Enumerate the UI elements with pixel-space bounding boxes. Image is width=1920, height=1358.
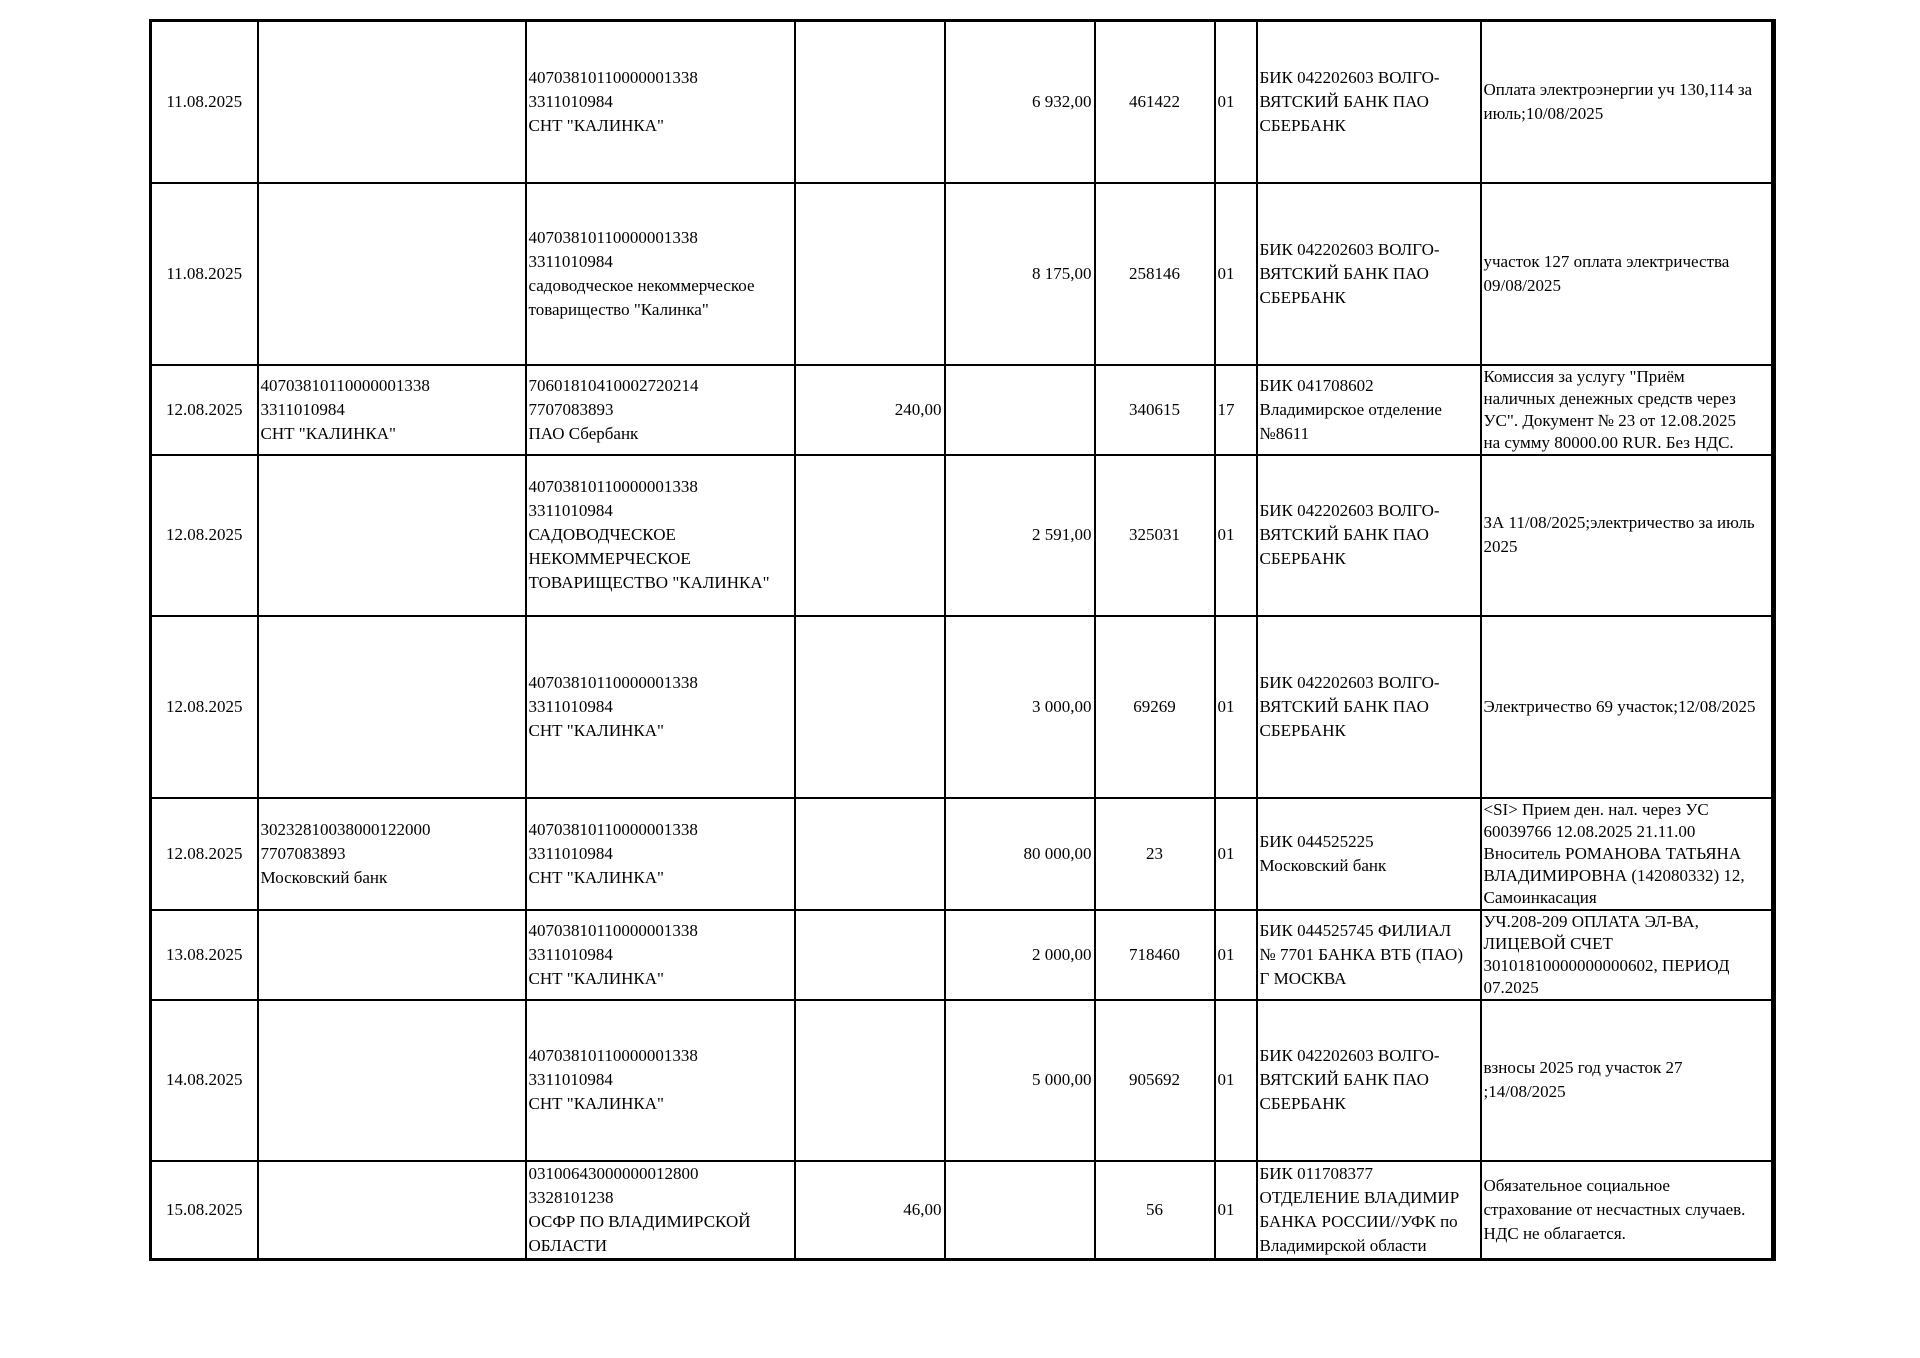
credit-account-cell-line: ОСФР ПО ВЛАДИМИРСКОЙ [528,1211,751,1231]
credit-account-cell-line: ТОВАРИЩЕСТВО "КАЛИНКА" [528,573,770,592]
credit-account-cell-line: 70601810410002720214 [528,375,699,395]
debit-amount-cell [795,1000,945,1161]
bank-cell-line: Владимирской области [1259,1235,1427,1255]
credit-amount-cell: 6 932,00 [945,21,1095,183]
credit-account-cell-line: 40703810110000001338 [528,227,698,247]
credit-account-cell-line: 7707083893 [528,399,614,419]
table-row [151,798,1774,910]
bank-cell [1257,1161,1481,1260]
payment-purpose-cell-line: 2025 [1483,537,1518,556]
payment-purpose-cell [1481,21,1774,183]
credit-account-cell [526,910,795,1000]
document-number-cell: 718460 [1095,910,1215,1000]
date-cell: 11.08.2025 [151,21,258,183]
credit-amount-cell: 80 000,00 [945,798,1095,910]
bank-cell-line: № 7701 БАНКА ВТБ (ПАО) [1259,944,1463,964]
bank-cell-line: Московский банк [1259,855,1387,875]
payment-purpose-cell-line: 60039766 12.08.2025 21.11.00 [1483,821,1696,841]
payment-purpose-cell-line: 09/08/2025 [1483,275,1561,295]
operation-code-cell: 01 [1215,1161,1257,1260]
credit-account-cell-line: 40703810110000001338 [528,477,698,496]
credit-account-cell-line: НЕКОММЕРЧЕСКОЕ [528,549,691,568]
date-cell: 12.08.2025 [151,365,258,455]
debit-account-cell-line: СНТ "КАЛИНКА" [260,423,396,443]
debit-account-cell [258,21,526,183]
table-row [151,1000,1774,1161]
bank-cell-line: СБЕРБАНК [1259,549,1346,568]
debit-amount-cell: 46,00 [795,1161,945,1260]
payment-purpose-cell-line: 30101810000000000602, ПЕРИОД [1483,955,1730,975]
credit-account-cell-line: 3311010984 [528,944,613,964]
bank-cell-line: БИК 041708602 [1259,375,1374,395]
credit-amount-cell: 2 000,00 [945,910,1095,1000]
bank-cell-line: ВЯТСКИЙ БАНК ПАО [1259,91,1429,111]
operation-code-cell: 01 [1215,183,1257,365]
debit-account-cell [258,183,526,365]
debit-account-cell [258,1161,526,1260]
debit-amount-cell [795,183,945,365]
credit-account-cell-line: 40703810110000001338 [528,1046,698,1065]
document-number-cell: 340615 [1095,365,1215,455]
document-number-cell: 69269 [1095,616,1215,798]
credit-account-cell [526,21,795,183]
credit-account-cell-line: 40703810110000001338 [528,819,698,839]
bank-cell [1257,910,1481,1000]
credit-account-cell-line: 40703810110000001338 [528,67,698,87]
credit-amount-cell [945,1161,1095,1260]
payment-purpose-cell [1481,798,1774,910]
bank-cell-line: СБЕРБАНК [1259,1094,1346,1113]
debit-account-cell-line: 30232810038000122000 [260,819,431,839]
payment-purpose-cell-line: ВЛАДИМИРОВНА (142080332) 12, [1483,865,1745,885]
bank-cell-line: БАНКА РОССИИ//УФК по [1259,1211,1458,1231]
bank-cell [1257,21,1481,183]
bank-cell-line: БИК 042202603 ВОЛГО- [1259,1046,1440,1065]
payment-purpose-cell-line: ЗА 11/08/2025;электричество за июль [1483,513,1755,532]
payment-purpose-cell-line: Обязательное социальное [1483,1175,1670,1195]
bank-cell-line: ВЯТСКИЙ БАНК ПАО [1259,1070,1429,1089]
debit-account-cell [258,798,526,910]
credit-account-cell-line: СНТ "КАЛИНКА" [528,720,664,740]
credit-amount-cell [945,365,1095,455]
debit-account-cell [258,616,526,798]
bank-statement-table [149,19,1776,1261]
operation-code-cell: 01 [1215,455,1257,616]
credit-account-cell-line: ОБЛАСТИ [528,1235,608,1255]
credit-account-cell-line: СНТ "КАЛИНКА" [528,867,664,887]
operation-code-cell: 01 [1215,910,1257,1000]
credit-account-cell [526,616,795,798]
bank-cell-line: БИК 044525745 ФИЛИАЛ [1259,920,1452,940]
document-number-cell: 56 [1095,1161,1215,1260]
bank-cell-line: БИК 011708377 [1259,1163,1373,1183]
credit-amount-cell: 3 000,00 [945,616,1095,798]
table-row [151,1161,1774,1260]
payment-purpose-cell [1481,365,1774,455]
date-cell: 11.08.2025 [151,183,258,365]
credit-account-cell-line: СНТ "КАЛИНКА" [528,968,664,988]
bank-cell-line: ВЯТСКИЙ БАНК ПАО [1259,263,1429,283]
document-number-cell: 258146 [1095,183,1215,365]
payment-purpose-cell-line: 07.2025 [1483,977,1539,997]
bank-cell-line: Г МОСКВА [1259,968,1347,988]
debit-account-cell-line: 7707083893 [260,843,346,863]
payment-purpose-cell-line: Электричество 69 участок;12/08/2025 [1483,696,1756,716]
credit-amount-cell: 8 175,00 [945,183,1095,365]
bank-cell-line: СБЕРБАНК [1259,115,1346,135]
debit-account-cell-line: 3311010984 [260,399,345,419]
payment-purpose-cell [1481,910,1774,1000]
bank-cell-line: СБЕРБАНК [1259,720,1346,740]
bank-cell-line: ВЯТСКИЙ БАНК ПАО [1259,696,1429,716]
bank-cell-line: БИК 044525225 [1259,831,1374,851]
table-row [151,21,1774,183]
operation-code-cell: 01 [1215,616,1257,798]
date-cell: 13.08.2025 [151,910,258,1000]
credit-account-cell-line: 3311010984 [528,1070,613,1089]
date-cell: 15.08.2025 [151,1161,258,1260]
date-cell: 12.08.2025 [151,798,258,910]
payment-purpose-cell-line: наличных денежных средств через [1483,388,1736,408]
credit-account-cell-line: 3328101238 [528,1187,614,1207]
bank-cell [1257,1000,1481,1161]
table-row [151,183,1774,365]
credit-account-cell-line: 3311010984 [528,696,613,716]
document-number-cell: 461422 [1095,21,1215,183]
payment-purpose-cell-line: <SI> Прием ден. нал. через УС [1483,799,1709,819]
bank-cell [1257,616,1481,798]
payment-purpose-cell-line: Оплата электроэнергии уч 130,114 за [1483,79,1753,99]
payment-purpose-cell [1481,183,1774,365]
credit-account-cell [526,455,795,616]
payment-purpose-cell-line: на сумму 80000.00 RUR. Без НДС. [1483,432,1734,452]
document-number-cell: 905692 [1095,1000,1215,1161]
bank-cell-line: №8611 [1259,423,1310,443]
credit-account-cell-line: товарищество "Калинка" [528,299,709,319]
credit-account-cell-line: СНТ "КАЛИНКА" [528,1094,664,1113]
bank-cell-line: БИК 042202603 ВОЛГО- [1259,239,1440,259]
payment-purpose-cell-line: УС". Документ № 23 от 12.08.2025 [1483,410,1736,430]
credit-account-cell [526,183,795,365]
credit-amount-cell: 2 591,00 [945,455,1095,616]
payment-purpose-cell-line: участок 127 оплата электричества [1483,251,1730,271]
credit-account-cell-line: 40703810110000001338 [528,672,698,692]
credit-account-cell-line: 3311010984 [528,91,613,111]
bank-cell-line: Владимирское отделение [1259,399,1442,419]
debit-amount-cell [795,455,945,616]
credit-account-cell-line: 3311010984 [528,843,613,863]
bank-cell-line: БИК 042202603 ВОЛГО- [1259,672,1440,692]
debit-amount-cell: 240,00 [795,365,945,455]
debit-amount-cell [795,616,945,798]
payment-purpose-cell-line: ;14/08/2025 [1483,1082,1566,1101]
payment-purpose-cell-line: УЧ.208-209 ОПЛАТА ЭЛ-ВА, [1483,911,1699,931]
operation-code-cell: 17 [1215,365,1257,455]
table-row [151,910,1774,1000]
bank-cell [1257,365,1481,455]
operation-code-cell: 01 [1215,1000,1257,1161]
bank-cell [1257,183,1481,365]
bank-cell [1257,798,1481,910]
debit-account-cell-line: Московский банк [260,867,388,887]
payment-purpose-cell-line: Самоинкасация [1483,887,1597,907]
debit-account-cell [258,1000,526,1161]
payment-purpose-cell-line: страхование от несчастных случаев. [1483,1199,1746,1219]
table-row [151,455,1774,616]
table-row [151,616,1774,798]
credit-account-cell-line: САДОВОДЧЕСКОЕ [528,525,676,544]
credit-account-cell-line: садоводческое некоммерческое [528,275,755,295]
payment-purpose-cell [1481,616,1774,798]
credit-account-cell-line: 3311010984 [528,501,613,520]
bank-cell-line: ОТДЕЛЕНИЕ ВЛАДИМИР [1259,1187,1460,1207]
date-cell: 14.08.2025 [151,1000,258,1161]
payment-purpose-cell [1481,455,1774,616]
debit-amount-cell [795,21,945,183]
operation-code-cell: 01 [1215,21,1257,183]
table-row [151,365,1774,455]
operation-code-cell: 01 [1215,798,1257,910]
credit-account-cell-line: 40703810110000001338 [528,920,698,940]
debit-account-cell [258,365,526,455]
credit-account-cell [526,798,795,910]
credit-account-cell-line: 03100643000000012800 [528,1163,699,1183]
bank-cell-line: ВЯТСКИЙ БАНК ПАО [1259,525,1429,544]
debit-account-cell [258,910,526,1000]
date-cell: 12.08.2025 [151,455,258,616]
debit-amount-cell [795,910,945,1000]
payment-purpose-cell-line: Вноситель РОМАНОВА ТАТЬЯНА [1483,843,1742,863]
debit-amount-cell [795,798,945,910]
payment-purpose-cell-line: НДС не облагается. [1483,1223,1626,1243]
bank-cell [1257,455,1481,616]
payment-purpose-cell-line: июль;10/08/2025 [1483,103,1604,123]
document-number-cell: 325031 [1095,455,1215,616]
payment-purpose-cell-line: Комиссия за услугу "Приём [1483,366,1685,386]
credit-account-cell-line: 3311010984 [528,251,613,271]
credit-account-cell [526,1000,795,1161]
credit-account-cell-line: СНТ "КАЛИНКА" [528,115,664,135]
payment-purpose-cell-line: взносы 2025 год участок 27 [1483,1058,1683,1077]
credit-amount-cell: 5 000,00 [945,1000,1095,1161]
payment-purpose-cell [1481,1161,1774,1260]
credit-account-cell [526,365,795,455]
payment-purpose-cell-line: ЛИЦЕВОЙ СЧЕТ [1483,933,1613,953]
bank-cell-line: СБЕРБАНК [1259,287,1346,307]
bank-cell-line: БИК 042202603 ВОЛГО- [1259,67,1440,87]
document-number-cell: 23 [1095,798,1215,910]
payment-purpose-cell [1481,1000,1774,1161]
bank-cell-line: БИК 042202603 ВОЛГО- [1259,501,1440,520]
credit-account-cell [526,1161,795,1260]
credit-account-cell-line: ПАО Сбербанк [528,423,639,443]
debit-account-cell [258,455,526,616]
debit-account-cell-line: 40703810110000001338 [260,375,430,395]
date-cell: 12.08.2025 [151,616,258,798]
